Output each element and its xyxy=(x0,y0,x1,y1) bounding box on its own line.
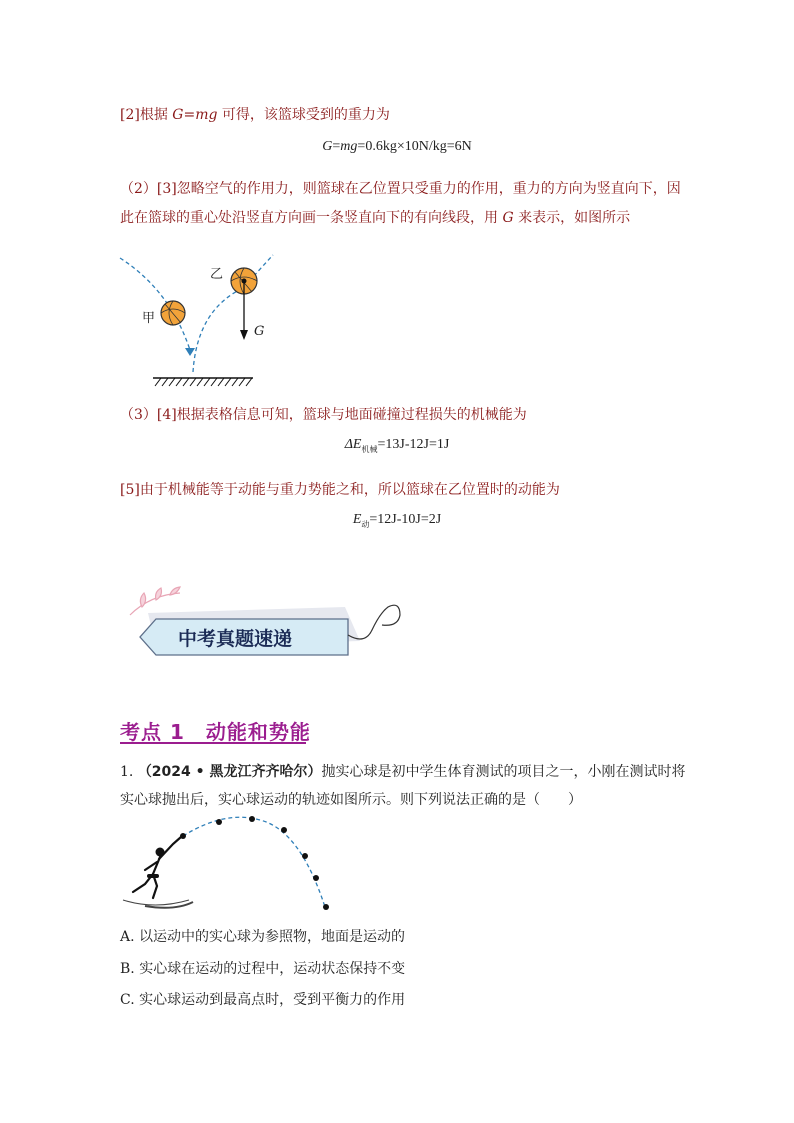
option-c: C. 实心球运动到最高点时，受到平衡力的作用 xyxy=(120,992,406,1008)
text-segment: 此在篮球的重心处沿竖直方向画一条竖直向下的有向线段，用 xyxy=(120,210,498,226)
var-mg: mg xyxy=(195,107,218,123)
text-segment: 可得，该篮球受到的重力为 xyxy=(221,107,390,123)
solution-part2-line1: （2）[3]忽略空气的作用力，则篮球在乙位置只受重力的作用，重力的方向为竖直向下，因 xyxy=(120,181,681,197)
text-segment: =12J-10J=2J xyxy=(369,512,442,527)
question-number: 1. xyxy=(120,764,134,780)
trajectory-path xyxy=(193,255,273,372)
subscript: 机械 xyxy=(361,445,378,454)
banner-title: 中考真题速递 xyxy=(178,628,293,650)
trajectory-arrow xyxy=(185,348,195,356)
var-G: G xyxy=(322,139,333,154)
trajectory-points xyxy=(180,816,329,910)
basketball-jia xyxy=(161,301,185,325)
var-G: G xyxy=(502,210,514,226)
subscript: 动 xyxy=(361,520,370,529)
label-jia: 甲 xyxy=(142,311,156,326)
text-segment: = xyxy=(332,139,341,154)
solution-part2-line2 xyxy=(120,207,630,227)
throw-circle xyxy=(123,900,189,905)
equation-kinetic-energy xyxy=(0,512,794,528)
text-segment: =13J-12J=1J xyxy=(377,437,450,452)
basketball-figure xyxy=(115,250,275,390)
gravity-arrow-head xyxy=(240,330,248,340)
question-text: 抛实心球是初中学生体育测试的项目之一，小刚在测试时将 xyxy=(321,764,686,780)
ground xyxy=(153,378,253,386)
text-segment: [2]根据 xyxy=(120,107,168,123)
text-segment: 来表示，如图所示 xyxy=(518,210,631,226)
option-a: A. 以运动中的实心球为参照物，地面是运动的 xyxy=(120,929,406,945)
var-E: E xyxy=(352,512,362,527)
trajectory-path xyxy=(183,817,325,907)
option-b: B. 实心球在运动的过程中，运动状态保持不变 xyxy=(120,961,406,977)
var-mg: mg xyxy=(340,139,358,154)
section-underline xyxy=(120,742,306,744)
equation-mechanical-energy-loss xyxy=(0,437,794,453)
athlete-icon xyxy=(133,837,181,898)
solution-line-1 xyxy=(120,104,390,124)
label-yi: 乙 xyxy=(210,267,224,282)
question-1-line1 xyxy=(120,761,685,781)
var-G: G xyxy=(172,107,184,123)
solution-part5-line: [5]由于机械能等于动能与重力势能之和，所以篮球在乙位置时的动能为 xyxy=(120,482,560,498)
question-source: （2024 • 黑龙江齐齐哈尔） xyxy=(137,764,322,780)
shot-put-figure xyxy=(115,812,340,912)
text-segment: =0.6kg×10N/kg=6N xyxy=(357,139,472,154)
solution-part3-line: （3）[4]根据表格信息可知，篮球与地面碰撞过程损失的机械能为 xyxy=(120,407,527,423)
text-segment: = xyxy=(183,107,196,123)
var-delta-E: ΔE xyxy=(344,437,362,452)
section-title: 考点 1 动能和势能 xyxy=(120,720,311,744)
label-G: G xyxy=(254,324,265,339)
leaf-decoration-icon xyxy=(130,587,180,615)
equation-gravity xyxy=(0,139,794,155)
question-1-line2: 实心球抛出后，实心球运动的轨迹如图所示。则下列说法正确的是（ ） xyxy=(120,792,582,808)
